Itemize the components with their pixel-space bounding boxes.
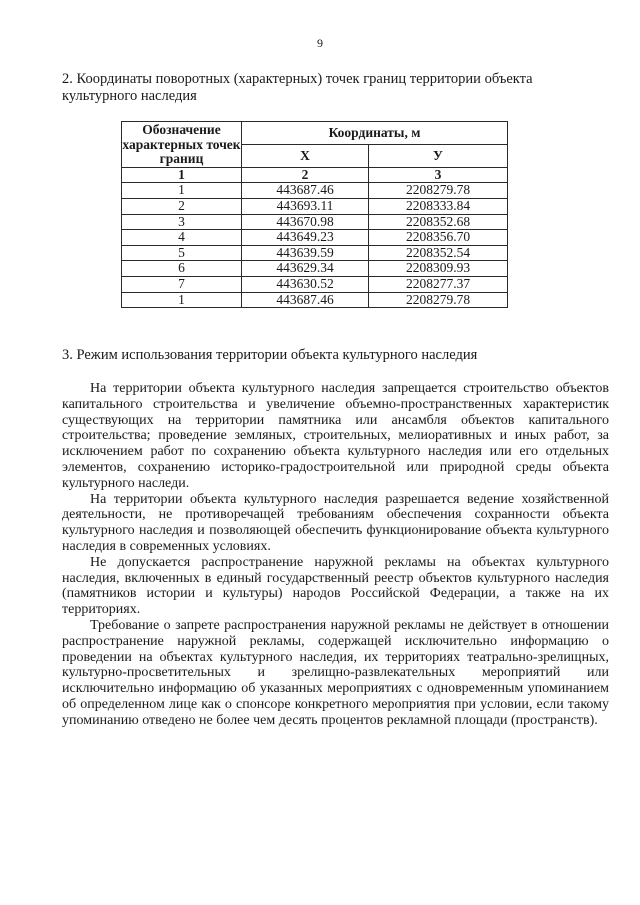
table-row	[122, 198, 508, 214]
table-row	[122, 276, 508, 292]
x-cell: 443639.59	[242, 245, 369, 261]
x-cell: 443629.34	[242, 261, 369, 277]
col-number-1: 1	[122, 167, 242, 183]
paragraph-1: На территории объекта культурного наследия запрещается строительство объектов капитального строительства и увеличение объемно-пространственных характеристик существующих на территории памятника или ансамбля объектов капитального строительства; проведение земляных, строительных, мелиоративных и иных работ, за исключением работ по сохранению объекта культурного наследия или его отдельных элементов, сохранению историко-градостроительной или природной среды объекта культурного наследи.	[62, 381, 609, 491]
section-3-body	[62, 381, 609, 729]
point-cell: 1	[122, 292, 242, 308]
point-cell: 7	[122, 276, 242, 292]
table-row	[122, 292, 508, 308]
page-number: 9	[317, 36, 323, 50]
section-3-heading: 3. Режим использования территории объекта культурного наследия	[62, 347, 478, 363]
coordinates-table	[121, 121, 508, 308]
paragraph-4: Требование о запрете распространения наружной рекламы не действует в отношении распространение наружной рекламы, содержащей исключительно информацию о проведении на объектах культурного наследия, их территориях театрально-зрелищных, культурно-просветительных и зрелищно-развлекательных мероприятий или исключительно информацию об указанных мероприятиях с одновременным упоминанием об определенном лице как о спонсоре конкретного мероприятия при условии, если такому упоминанию отведено не более чем десять процентов рекламной площади (пространств).	[62, 617, 609, 728]
x-cell: 443693.11	[242, 198, 369, 214]
y-cell: 2208279.78	[369, 292, 508, 308]
y-cell: 2208309.93	[369, 261, 508, 277]
point-cell: 2	[122, 198, 242, 214]
header-x: X	[242, 144, 369, 167]
header-coordinates: Координаты, м	[242, 122, 508, 145]
section-2-heading: 2. Координаты поворотных (характерных) точек границ территории объекта культурного наследия	[62, 71, 533, 104]
point-cell: 3	[122, 214, 242, 230]
header-y: У	[369, 144, 508, 167]
col-number-3: 3	[369, 167, 508, 183]
table-row	[122, 245, 508, 261]
y-cell: 2208356.70	[369, 230, 508, 246]
point-cell: 6	[122, 261, 242, 277]
x-cell: 443649.23	[242, 230, 369, 246]
paragraph-3: Не допускается распространение наружной рекламы на объектах культурного наследия, включенных в единый государственный реестр объектов культурного наследия (памятников истории и культуры) народов Российской Федерации, а также на их территориях.	[62, 554, 609, 618]
y-cell: 2208333.84	[369, 198, 508, 214]
y-cell: 2208277.37	[369, 276, 508, 292]
point-cell: 4	[122, 230, 242, 246]
x-cell: 443670.98	[242, 214, 369, 230]
y-cell: 2208352.54	[369, 245, 508, 261]
table-row	[122, 183, 508, 199]
x-cell: 443687.46	[242, 183, 369, 199]
table-row	[122, 230, 508, 246]
point-cell: 5	[122, 245, 242, 261]
table-row	[122, 261, 508, 277]
x-cell: 443630.52	[242, 276, 369, 292]
y-cell: 2208352.68	[369, 214, 508, 230]
y-cell: 2208279.78	[369, 183, 508, 199]
table-header-row	[122, 122, 508, 145]
paragraph-2: На территории объекта культурного наследия разрешается ведение хозяйственной деятельности, не противоречащей требованиям обеспечения сохранности объекта культурного наследия и позволяющей обеспечить функционирование объекта культурного наследия в современных условиях.	[62, 491, 609, 554]
col-number-2: 2	[242, 167, 369, 183]
table-number-row	[122, 167, 508, 183]
point-cell: 1	[122, 183, 242, 199]
header-point-label: Обозначение характерных точек границ	[122, 122, 241, 167]
x-cell: 443687.46	[242, 292, 369, 308]
table-row	[122, 214, 508, 230]
